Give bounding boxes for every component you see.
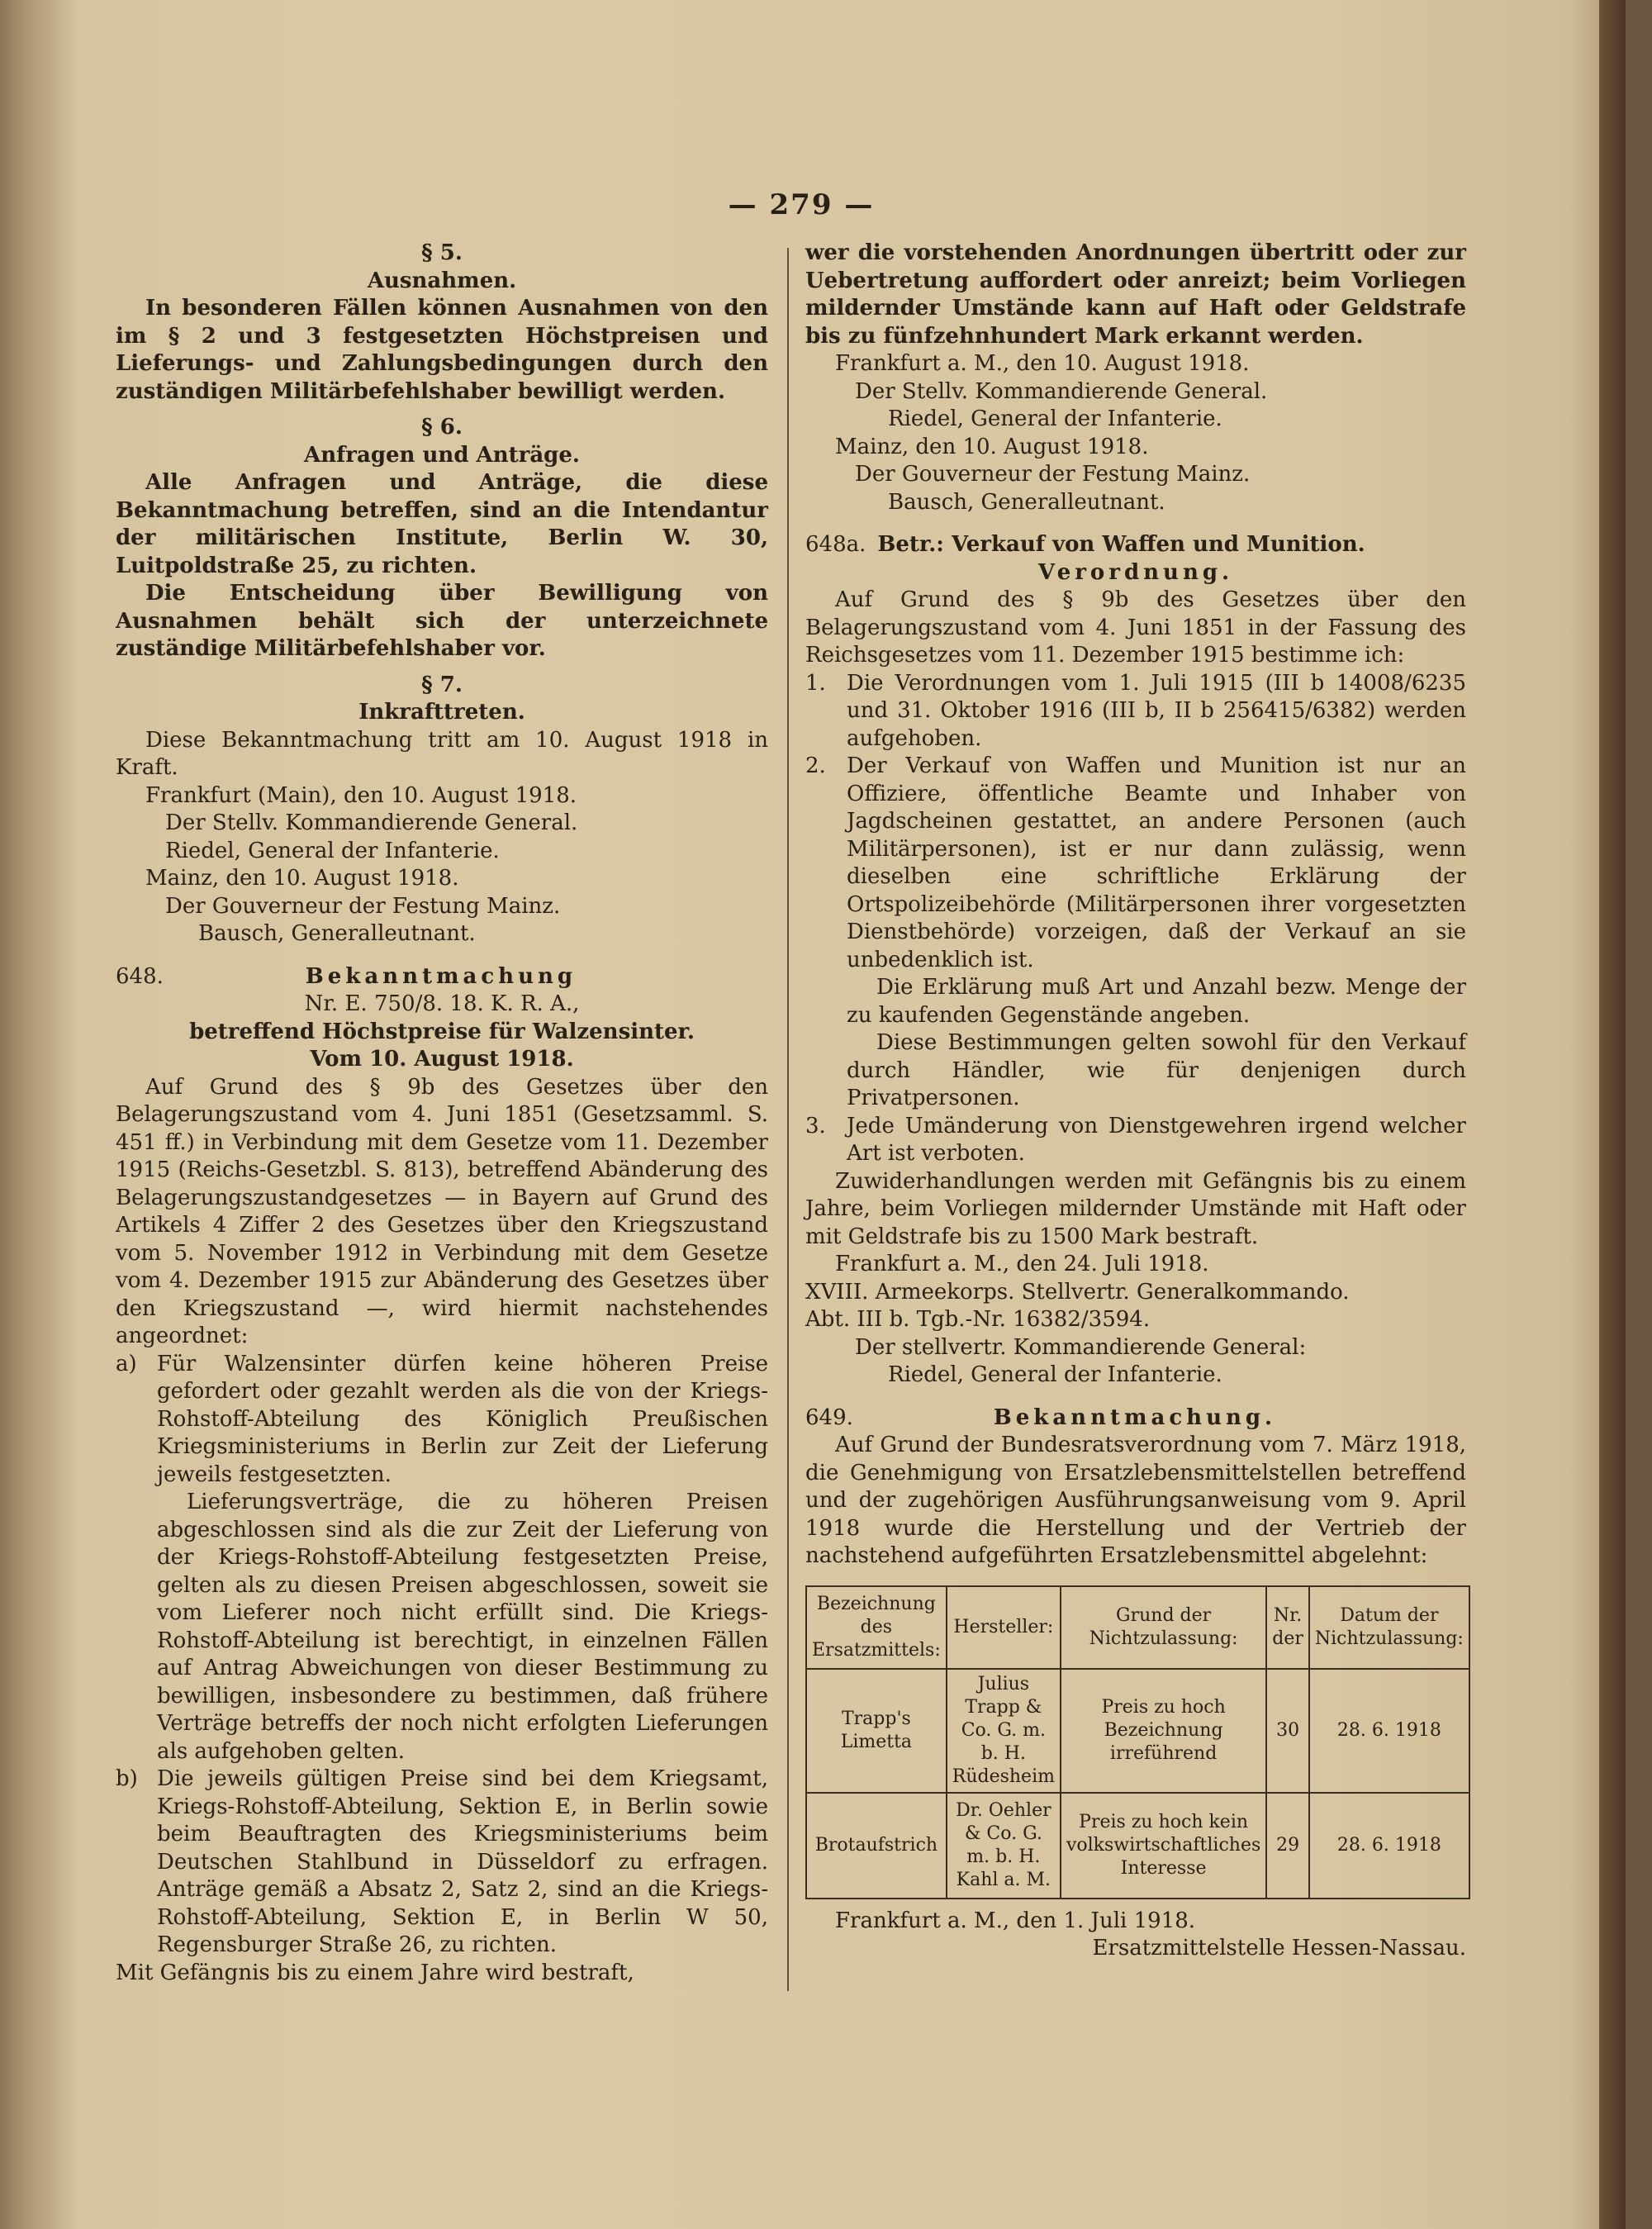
- table-cell: Preis zu hoch kein volkswirtschaftliches Interesse: [1061, 1793, 1266, 1899]
- signature-1b: Riedel, General der Infanterie.: [165, 838, 500, 863]
- table-cell: Julius Trapp & Co. G. m. b. H. Rüdesheim: [947, 1669, 1061, 1793]
- table-cell: 28. 6. 1918: [1309, 1669, 1469, 1793]
- right-signature-1b: Riedel, General der Infanterie.: [888, 406, 1222, 431]
- notice-648-item-a: [116, 1351, 768, 1766]
- signature-1a: Der Stellv. Kommandierende General.: [165, 810, 578, 835]
- abt-line: Abt. III b. Tgb.-Nr. 16382/3594.: [805, 1307, 1151, 1332]
- notice-648a-subject: Betr.: Verkauf von Waffen und Munition.: [877, 532, 1365, 557]
- notice-648-item-b: [116, 1766, 768, 1960]
- item-1-mark: 1.: [805, 670, 826, 696]
- notice-648a-item-2: [805, 753, 1466, 1113]
- notice-648a-header: [805, 531, 1466, 559]
- right-signature-1a: Der Stellv. Kommandierende General.: [855, 378, 1268, 404]
- right-signature-3b: Riedel, General der Infanterie.: [888, 1362, 1222, 1387]
- right-signature-4: Ersatzmittelstelle Hessen-Nassau.: [1092, 1936, 1466, 1960]
- right-column: [805, 240, 1466, 1963]
- table-header-cell: Nr. der: [1266, 1586, 1309, 1669]
- table-cell: Preis zu hoch Bezeichnung irreführend: [1061, 1669, 1266, 1793]
- notice-649-text: Auf Grund der Bundesratsverordnung vom 7. März 1918, die Genehmigung von Ersatzlebensmittelstellen betreffend und der zugehörigen Ausführungsanweisung vom 9. April 1918 wurde die Herstellung und der Vertrieb der nachstehend aufgeführten Ersatzlebensmittel abgelehnt:: [805, 1433, 1466, 1568]
- table-row: [806, 1793, 1469, 1899]
- notice-648a-number: 648a.: [805, 532, 866, 557]
- table-row: [806, 1669, 1469, 1793]
- right-place-date-4: Frankfurt a. M., den 1. Juli 1918.: [835, 1908, 1196, 1933]
- notice-648-intro: Auf Grund des § 9b des Gesetzes über den Belagerungszustand vom 4. Juni 1851 (Gesetzsamml. S. 451 ff.) in Verbindung mit dem Gesetze vom 11. Dezember 1915 (Reichs-Gesetzbl. S. 813), betreffend Abänderung des Belagerungszustandgesetzes — in Bayern auf Grund des Artikels 4 Ziffer 2 des Gesetzes über den Kriegszustand vom 5. November 1912 in Verbindung mit dem Gesetze vom 4. Dezember 1915 zur Abänderung des Gesetzes über den Kriegszustand —, wird hiermit nachstehendes angeordnet:: [116, 1074, 768, 1348]
- item-b-mark: b): [116, 1766, 138, 1791]
- corps-line: XVIII. Armeekorps. Stellvertr. Generalkommando.: [805, 1279, 1350, 1305]
- item-a-text-1: Für Walzensinter dürfen keine höheren Preise gefordert oder gezahlt werden als die von der Kriegs-Rohstoff-Abteilung des Königlich Preußischen Kriegsministeriums in Berlin zur Zeit der Lieferung jeweils festgesetzten.: [157, 1351, 768, 1487]
- section-5-text: In besonderen Fällen können Ausnahmen von den im § 2 und 3 festgesetzten Höchstpreisen und Lieferungs- und Zahlungsbedingungen durch den zuständigen Militärbefehlshaber bewilligt werden.: [116, 296, 768, 404]
- table-cell: Trapp's Limetta: [806, 1669, 947, 1793]
- section-7-text: Diese Bekanntmachung tritt am 10. August 1918 in Kraft.: [116, 727, 768, 780]
- page-number: — 279 —: [728, 188, 875, 221]
- table-cell: Brotaufstrich: [806, 1793, 947, 1899]
- notice-648a-intro: Auf Grund des § 9b des Gesetzes über den Belagerungszustand vom 4. Juni 1851 in der Fassung des Reichsgesetzes vom 11. Dezember 1915 bestimme ich:: [805, 587, 1466, 668]
- notice-648-final: Mit Gefängnis bis zu einem Jahre wird bestraft,: [116, 1960, 634, 1985]
- signature-2b: Bausch, Generalleutnant.: [198, 921, 476, 946]
- notice-648a-item-1: [805, 670, 1466, 753]
- table-header-cell: Hersteller:: [947, 1586, 1061, 1669]
- signature-2a: Der Gouverneur der Festung Mainz.: [165, 893, 561, 919]
- notice-648-header: [116, 963, 768, 991]
- book-spine-shadow: [0, 0, 78, 2229]
- section-6-title: Anfragen und Anträge.: [304, 442, 580, 468]
- item-3-text: Jede Umänderung von Dienstgewehren irgend welcher Art ist verboten.: [847, 1113, 1466, 1166]
- notice-648-date: Vom 10. August 1918.: [310, 1047, 574, 1072]
- notice-648-title: Bekanntmachung: [305, 963, 577, 989]
- section-6-text-2: Die Entscheidung über Bewilligung von Ausnahmen behält sich der unterzeichnete zuständige Militärbefehlshaber vor.: [116, 581, 768, 661]
- book-edge: [1599, 0, 1626, 2229]
- right-signature-2a: Der Gouverneur der Festung Mainz.: [855, 462, 1251, 487]
- item-3-mark: 3.: [805, 1113, 826, 1138]
- table-header-cell: Grund der Nichtzulassung:: [1061, 1586, 1266, 1669]
- notice-648a-title: Verordnung.: [1037, 559, 1234, 585]
- notice-649-number: 649.: [805, 1404, 853, 1430]
- item-2-text-2: Die Erklärung muß Art und Anzahl bezw. Menge der zu kaufenden Gegenstände angeben.: [847, 975, 1466, 1028]
- notice-648-subject: betreffend Höchstpreise für Walzensinter.: [189, 1019, 695, 1044]
- right-place-date-2: Mainz, den 10. August 1918.: [835, 434, 1149, 459]
- item-a-text-2: Lieferungsverträge, die zu höheren Preisen abgeschlossen sind als die zur Zeit der Lieferung von der Kriegs-Rohstoff-Abteilung festgesetzten Preise, gelten als zu diesen Preisen abgeschlossen, soweit sie vom Lieferer noch nicht erfüllt sind. Die Kriegs-Rohstoff-Abteilung ist berechtigt, in einzelnen Fällen auf Antrag Abweichungen von dieser Bestimmung zu bewilligen, insbesondere zu bestimmen, daß frühere Verträge betreffs der noch nicht erfolgten Lieferungen als aufgehoben gelten.: [157, 1490, 768, 1764]
- place-date-1: Frankfurt (Main), den 10. August 1918.: [145, 782, 577, 808]
- item-b-text: Die jeweils gültigen Preise sind bei dem Kriegsamt, Kriegs-Rohstoff-Abteilung, Sektion E, in Berlin sowie beim Beauftragten des Kriegsministeriums beim Deutschen Stahlbund in Düsseldorf zu erfragen. Anträge gemäß a Absatz 2, Satz 2, sind an die Kriegs-Rohstoff-Abteilung, Sektion E, in Berlin W 50, Regensburger Straße 26, zu richten.: [157, 1766, 768, 1957]
- table-cell: Dr. Oehler & Co. G. m. b. H. Kahl a. M.: [947, 1793, 1061, 1899]
- continuation-text: wer die vorstehenden Anordnungen übertritt oder zur Uebertretung auffordert oder anreizt; beim Vorliegen mildernder Umstände kann auf Haft oder Geldstrafe bis zu fünfzehnhundert Mark erkannt werden.: [805, 240, 1466, 349]
- notice-649-title: Bekanntmachung.: [993, 1404, 1277, 1430]
- notice-648a-item-3: [805, 1113, 1466, 1168]
- right-signature-3a: Der stellvertr. Kommandierende General:: [855, 1334, 1307, 1360]
- notice-648-ref: Nr. E. 750/8. 18. K. R. A.,: [304, 991, 580, 1016]
- section-5-heading: § 5.: [421, 240, 463, 265]
- table-header-row: [806, 1586, 1469, 1669]
- right-place-date-3: Frankfurt a. M., den 24. Juli 1918.: [835, 1252, 1209, 1276]
- table-cell: 30: [1266, 1669, 1309, 1793]
- notice-649-header: [805, 1404, 1466, 1433]
- item-2-mark: 2.: [805, 753, 826, 778]
- item-2-text-1: Der Verkauf von Waffen und Munition ist nur an Offiziere, öffentliche Beamte und Inhaber von Jagdscheinen gestattet, an andere Personen (auch Militärpersonen), ist er nur dann zulässig, wenn dieselben eine schriftliche Erklärung der Ortspolizeibehörde (Militärpersonen ihrer vorgesetzten Dienstbehörde) vorzeigen, daß der Verkauf an sie unbedenklich ist.: [847, 753, 1466, 972]
- section-6-text-1: Alle Anfragen und Anträge, die diese Bekanntmachung betreffen, sind an die Intendantur der militärischen Institute, Berlin W. 30, Luitpoldstraße 25, zu richten.: [116, 470, 768, 578]
- table-header-cell: Bezeichnung des Ersatzmittels:: [806, 1586, 947, 1669]
- item-1-text: Die Verordnungen vom 1. Juli 1915 (III b 14008/6235 und 31. Oktober 1916 (III b, II b 256415/6382) werden aufgehoben.: [847, 670, 1466, 751]
- item-a-mark: a): [116, 1351, 137, 1376]
- item-2-text-3: Diese Bestimmungen gelten sowohl für den Verkauf durch Händler, wie für denjenigen durch Privatpersonen.: [847, 1030, 1466, 1110]
- left-column: [116, 240, 768, 1987]
- right-place-date-1: Frankfurt a. M., den 10. August 1918.: [835, 351, 1250, 376]
- right-signature-2b: Bausch, Generalleutnant.: [888, 489, 1165, 515]
- table-cell: 28. 6. 1918: [1309, 1793, 1469, 1899]
- notice-648a-penalty: Zuwiderhandlungen werden mit Gefängnis bis zu einem Jahre, beim Vorliegen mildernder Umstände mit Haft oder mit Geldstrafe bis zu 1500 Mark bestraft.: [805, 1168, 1466, 1249]
- section-5-title: Ausnahmen.: [367, 268, 517, 293]
- substitutes-table: [805, 1585, 1470, 1899]
- place-date-2: Mainz, den 10. August 1918.: [145, 866, 459, 891]
- section-6-heading: § 6.: [421, 415, 463, 440]
- section-7-heading: § 7.: [421, 672, 463, 697]
- column-divider: [787, 248, 789, 1991]
- table-header-cell: Datum der Nichtzulassung:: [1309, 1586, 1469, 1669]
- notice-648-number: 648.: [116, 963, 164, 989]
- table-cell: 29: [1266, 1793, 1309, 1899]
- section-7-title: Inkrafttreten.: [358, 700, 525, 725]
